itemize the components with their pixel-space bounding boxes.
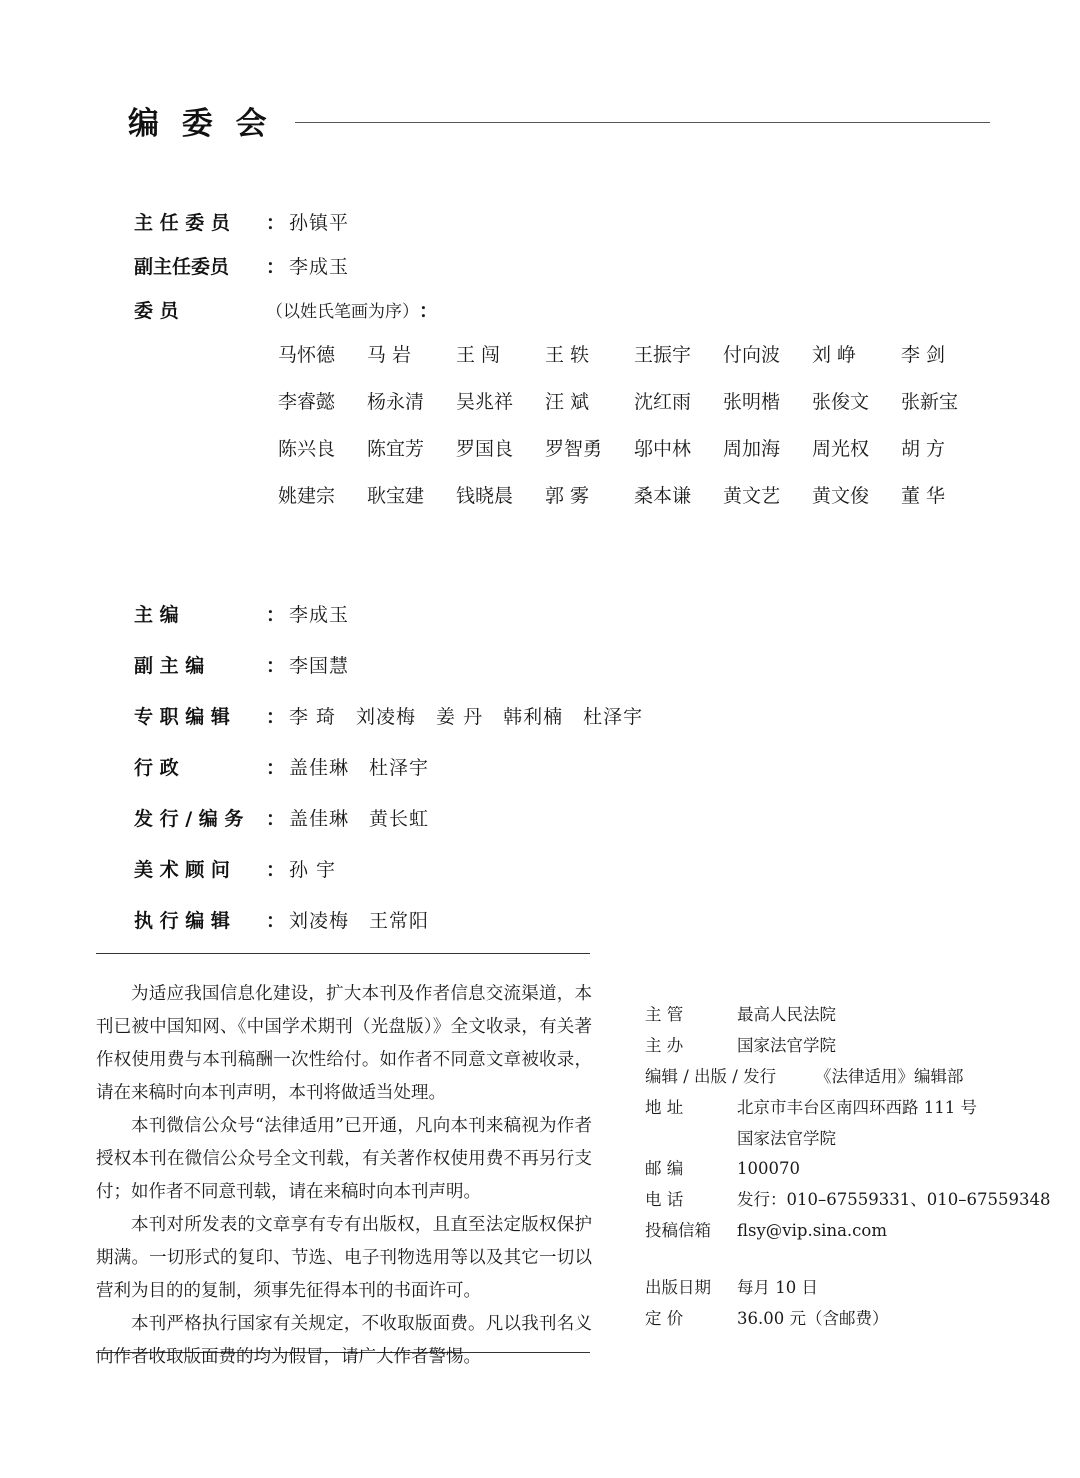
page-title: 编 委 会 [128, 106, 273, 142]
colon-separator: ： [266, 256, 286, 278]
colon-separator: ： [266, 808, 286, 830]
editorial-value: 李 琦 刘凌梅 姜 丹 韩利楠 杜泽宇 [289, 706, 644, 728]
page-header [128, 98, 990, 143]
committee-label-members: 委 员 [134, 300, 179, 322]
imprint-row-publication-date [645, 1273, 1045, 1303]
committee-row-members [134, 296, 994, 323]
imprint-value: 36.00 元（含邮费） [737, 1309, 889, 1328]
editorial-label: 行 政 [134, 757, 179, 779]
imprint-value-continued: 国家法官学院 [737, 1129, 836, 1148]
editorial-label: 副 主 编 [134, 655, 205, 677]
imprint-value: 北京市丰台区南四环西路 111 号 [737, 1098, 977, 1117]
imprint-key: 编辑 / 出版 / 发行 [645, 1067, 777, 1086]
committee-label-vice-chair: 副主任委员 [134, 256, 230, 278]
member-name: 沈红雨 [634, 391, 692, 413]
editorial-label: 主 编 [134, 604, 179, 626]
member-name: 汪 斌 [545, 391, 590, 413]
member-name: 王 轶 [545, 344, 590, 366]
editorial-staff-section [134, 600, 994, 957]
imprint-value: 发行：010–67559331、010–67559348 [737, 1190, 1051, 1209]
colon-separator: ： [266, 910, 286, 932]
editorial-value: 盖佳琳 黄长虹 [289, 808, 430, 830]
imprint-key: 主 管 [645, 1005, 684, 1024]
imprint-row-organizer [645, 1031, 1045, 1061]
colon-separator: ： [266, 655, 286, 677]
imprint-row-submission-email [645, 1216, 1045, 1246]
header-divider [295, 122, 990, 123]
member-row [278, 340, 994, 367]
colon-separator: ： [266, 604, 286, 626]
editorial-label: 发 行 / 编 务 [134, 808, 244, 830]
editorial-value: 孙 宇 [289, 859, 337, 881]
member-name: 耿宝建 [367, 485, 425, 507]
editorial-label: 执 行 编 辑 [134, 910, 230, 932]
imprint-value[interactable]: flsy@vip.sina.com [737, 1221, 887, 1240]
committee-row-vice-chair [134, 252, 994, 279]
member-name: 桑本谦 [634, 485, 692, 507]
member-name: 董 华 [901, 485, 946, 507]
imprint-key: 地 址 [645, 1098, 684, 1117]
editorial-row-art-consultant [134, 855, 994, 882]
member-name: 张俊文 [812, 391, 870, 413]
imprint-key: 邮 编 [645, 1159, 684, 1178]
imprint-row-supervisor [645, 1000, 1045, 1030]
member-name: 付向波 [723, 344, 781, 366]
editorial-value: 李成玉 [289, 604, 350, 626]
imprint-block [645, 1000, 1051, 1335]
imprint-spacer [645, 1247, 1045, 1273]
imprint-row-publisher [645, 1062, 1045, 1092]
notice-paragraph: 本刊严格执行国家有关规定，不收取版面费。凡以我刊名义向作者收取版面费的均为假冒，请广大作者警惕。 [96, 1314, 592, 1367]
imprint-row-price [645, 1304, 1045, 1334]
editorial-row-executive-editors [134, 906, 994, 933]
member-name: 吴兆祥 [456, 391, 514, 413]
member-name: 王振宇 [634, 344, 692, 366]
colon-separator: ： [266, 757, 286, 779]
member-name: 张明楷 [723, 391, 781, 413]
notice-block [96, 978, 592, 1374]
committee-label-chair: 主 任 委 员 [134, 212, 230, 234]
imprint-value: 100070 [737, 1159, 800, 1178]
member-row [278, 387, 994, 414]
member-name: 马 岩 [367, 344, 412, 366]
member-row [278, 481, 994, 508]
member-name: 罗智勇 [545, 438, 603, 460]
member-name: 杨永清 [367, 391, 425, 413]
imprint-value: 《法律适用》编辑部 [815, 1067, 964, 1086]
imprint-key: 电 话 [645, 1190, 684, 1209]
imprint-value: 国家法官学院 [737, 1036, 836, 1055]
member-name: 周光权 [812, 438, 870, 460]
member-name: 钱晓晨 [456, 485, 514, 507]
imprint-key: 主 办 [645, 1036, 684, 1055]
editorial-value: 刘凌梅 王常阳 [289, 910, 430, 932]
member-name: 邬中林 [634, 438, 692, 460]
imprint-key: 出版日期 [645, 1278, 711, 1297]
imprint-row-postcode [645, 1154, 1045, 1184]
colon-separator: ： [266, 212, 286, 234]
committee-section [134, 208, 994, 528]
editorial-row-distribution [134, 804, 994, 831]
member-name: 李 剑 [901, 344, 946, 366]
editorial-row-deputy-editor [134, 651, 994, 678]
colon-separator: ： [266, 706, 286, 728]
colon-separator: ： [266, 859, 286, 881]
member-name: 姚建宗 [278, 485, 336, 507]
editorial-row-administration [134, 753, 994, 780]
editorial-value: 李国慧 [289, 655, 350, 677]
member-name: 黄文艺 [723, 485, 781, 507]
notice-paragraph: 为适应我国信息化建设，扩大本刊及作者信息交流渠道，本刊已被中国知网、《中国学术期刊（光盘版）》全文收录，有关著作权使用费与本刊稿酬一次性给付。如作者不同意文章被收录，请在来稿时向本刊声明，本刊将做适当处理。 [96, 984, 592, 1103]
imprint-row-address [645, 1093, 1045, 1123]
member-row [278, 434, 994, 461]
member-name: 刘 峥 [812, 344, 857, 366]
member-name: 马怀德 [278, 344, 336, 366]
editorial-label: 专 职 编 辑 [134, 706, 230, 728]
committee-members-note: （以姓氏笔画为序） [266, 302, 419, 322]
colon-separator: ： [419, 300, 439, 322]
committee-value-chair: 孙镇平 [289, 212, 350, 234]
member-name: 李睿懿 [278, 391, 336, 413]
committee-value-vice-chair: 李成玉 [289, 256, 350, 278]
member-name: 罗国良 [456, 438, 514, 460]
member-name: 郭 雾 [545, 485, 590, 507]
imprint-row-telephone [645, 1185, 1051, 1215]
editorial-row-staff-editors [134, 702, 994, 729]
member-name: 陈宜芳 [367, 438, 425, 460]
notice-paragraph: 本刊微信公众号“法律适用”已开通，凡向本刊来稿视为作者授权本刊在微信公众号全文刊载，有关著作权使用费不再另行支付；如作者不同意刊载，请在来稿时向本刊声明。 [96, 1116, 592, 1202]
member-name: 张新宝 [901, 391, 959, 413]
footer-divider-top [96, 953, 590, 954]
imprint-value: 每月 10 日 [737, 1278, 818, 1297]
member-name: 陈兴良 [278, 438, 336, 460]
member-name: 黄文俊 [812, 485, 870, 507]
imprint-key: 定 价 [645, 1309, 684, 1328]
committee-row-chair [134, 208, 994, 235]
imprint-value: 最高人民法院 [737, 1005, 836, 1024]
member-name-grid [278, 340, 994, 508]
notice-paragraph: 本刊对所发表的文章享有专有出版权，且直至法定版权保护期满。一切形式的复印、节选、电子刊物选用等以及其它一切以营利为目的的复制，须事先征得本刊的书面许可。 [96, 1215, 592, 1301]
member-name: 王 闯 [456, 344, 501, 366]
member-name: 周加海 [723, 438, 781, 460]
imprint-key: 投稿信箱 [645, 1221, 711, 1240]
editorial-row-editor-in-chief [134, 600, 994, 627]
editorial-label: 美 术 顾 问 [134, 859, 230, 881]
editorial-value: 盖佳琳 杜泽宇 [289, 757, 430, 779]
member-name: 胡 方 [901, 438, 946, 460]
